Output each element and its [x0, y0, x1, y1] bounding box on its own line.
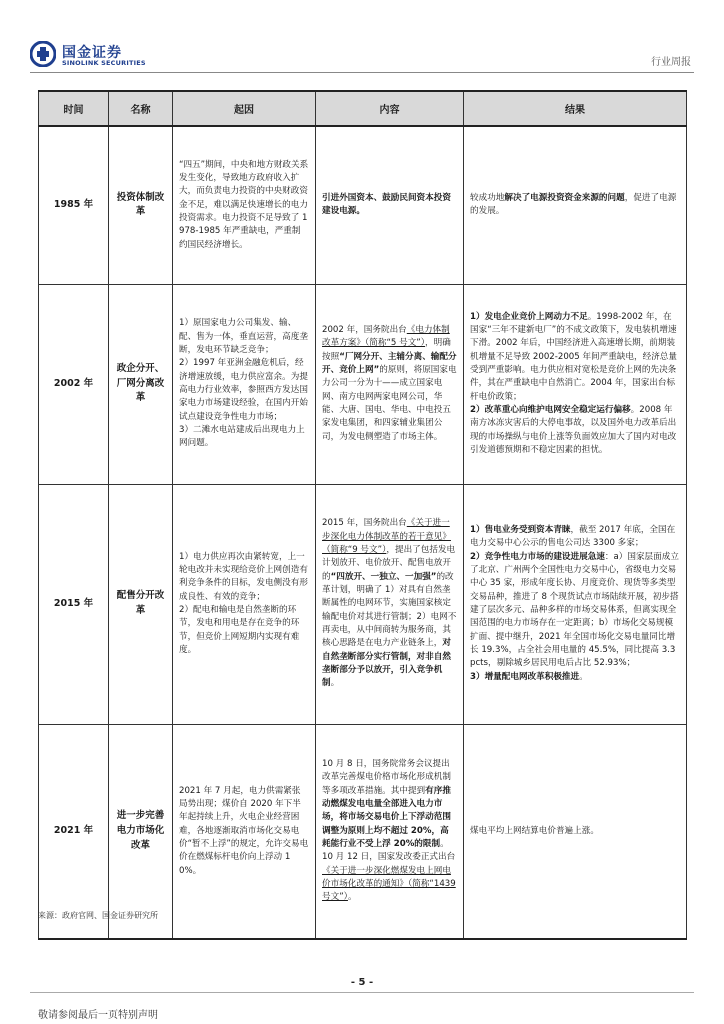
header-divider [30, 72, 694, 73]
result-bold: 3）增量配电网改革积极推进 [470, 671, 580, 682]
logo-english-name: SINOLINK SECURITIES [62, 59, 146, 67]
cell-content [316, 484, 464, 724]
result-text: ，促进了电源的发展。 [470, 192, 677, 217]
column-header-cause: 起因 [173, 91, 316, 126]
result-bold: 1）发电企业竞价上网动力不足 [470, 311, 588, 322]
cell-cause: “四五”期间，中央和地方财政关系发生变化，导致地方政府收入扩大，而负责电力投资的中央财政资金不足，难以满足快速增长的电力投资需求。电力投资不足导致了 1978-1985 年严重缺电，严重制约国民经济增长。 [173, 126, 316, 284]
column-header-time: 时间 [39, 91, 109, 126]
result-item [470, 671, 680, 684]
result-text: 。 [579, 671, 588, 682]
policy-doc-link: 《关于进一步深化电力体制改革的若干意见》（简称“9 号文”） [322, 518, 451, 556]
content-paragraph [322, 758, 457, 851]
result-bold: 2）改革重心向维护电网安全稳定运行偏移 [470, 404, 631, 415]
cell-name: 政企分开、厂网分离改革 [109, 284, 173, 484]
reform-history-table [38, 90, 687, 940]
document-type: 行业周报 [651, 57, 691, 68]
result-bold: 1）售电业务受到资本青睐 [470, 525, 571, 536]
result-item [470, 551, 680, 671]
result-text: 。2008 年南方冰冻灾害后的大停电事故，以及国外电力改革后出现的市场操纵与电价上涨等负面效应加大了国内对电改引发道德预期和不稳定因素的担忧。 [470, 404, 677, 455]
column-header-content: 内容 [316, 91, 464, 126]
result-item [470, 404, 680, 457]
content-paragraph [322, 851, 457, 904]
cell-time: 1985 年 [39, 126, 109, 284]
content-bold: 有序推动燃煤发电电量全部进入电力市场，将市场交易电价上下浮动范围调整为原则上均不超过 20%，高耗能行业不受上浮 20%的限制 [322, 785, 451, 849]
content-text: 2015 年，国务院出台 [322, 518, 407, 529]
column-header-result: 结果 [464, 91, 687, 126]
cell-content [316, 126, 464, 284]
cell-result: 煤电平均上网结算电价普遍上涨。 [464, 724, 687, 939]
cell-name: 配售分开改革 [109, 484, 173, 724]
content-text: 2002 年，国务院出台 [322, 325, 407, 336]
content-bold: 引进外国资本、鼓励民间资本投资建设电源。 [322, 192, 451, 217]
cell-result [464, 126, 687, 284]
content-text: 的原则，将原国家电力公司一分为十——成立国家电网、南方电网两家电网公司，华能、大唐、国电、华电、中电投五家发电集团，和四家辅业集团公司，为发电侧塑造了市场主体。 [322, 365, 457, 442]
cell-content [316, 724, 464, 939]
cell-cause: 2021 年 7 月起，电力供需紧张局势出现；煤价自 2020 年下半年起持续上升，火电企业经营困难，各地逐渐取消市场化交易电价“暂不上浮”的规定，允许交易电价在燃煤标杆电价向上浮动 10%。 [173, 724, 316, 939]
table-row [39, 484, 687, 724]
table-header-row [39, 91, 687, 126]
result-text: ：a）国家层面成立了北京、广州两个全国性电力交易中心，省级电力交易中心 35 家，形成年度长协、月度竞价、现货等多类型交易品种，推进了 8 个现货试点市场陆续开展，初步搭建了层次多元、品种多样的市场交易体系，但离实现全国范围的电力市场存在一定距离；b）市场化交易规模扩面、提中继升，2021 年全国市场化交易电量同比增长 19.3%，占全社会用电量的 45.5%，同比提高 3.3pcts，剔除城乡居民用电后占比 52.93%； [470, 551, 679, 669]
cell-name: 进一步完善电力市场化改革 [109, 724, 173, 939]
content-text: ，提出了包括发电计划放开、电价放开、配售电放开的 [322, 545, 456, 582]
table-row [39, 724, 687, 939]
company-logo [30, 38, 146, 72]
logo-chinese-name: 国金证券 [62, 45, 122, 61]
content-text: 。 [440, 838, 449, 849]
content-bold: “四放开、一独立、一加强” [330, 571, 437, 582]
cell-time: 2002 年 [39, 284, 109, 484]
cell-name: 投资体制改革 [109, 126, 173, 284]
content-text: 10 月 12 日，国家发改委正式出台 [322, 852, 456, 863]
column-header-name: 名称 [109, 91, 173, 126]
cell-content [316, 284, 464, 484]
result-text: 。1998-2002 年，在国家“三年不建新电厂”的不成文政策下，发电装机增速下滑。2002 年后，中国经济进入高速增长期，前期装机增量不足导致 2002-2005 年间严重缺电，经济总量受到严重影响。电力供应相对宽松是竞价上网的先决条件，其在严重缺电中自然消亡。2004 年，国家出台标杆电价政策； [470, 311, 677, 402]
result-bold: 2）竞争性电力市场的建设进展急速 [470, 551, 605, 562]
table-row [39, 126, 687, 284]
footer-divider [30, 992, 694, 993]
cell-cause [173, 484, 316, 724]
policy-doc-link: 《电力体制改革方案》（简称“5 号文”） [322, 325, 450, 349]
content-bold: 对自然垄断部分实行管制，对非自然垄断部分予以放开，引入竞争机制 [322, 638, 451, 689]
cell-result [464, 284, 687, 484]
cause-text: 1）原国家电力公司集发、输、配、售为一体，垂直运营，高度垄断，发电环节缺乏竞争； 2）1997 年亚洲金融危机后，经济增速放缓，电力供应富余。为提高电力行业效率，参照西方发达国家电力市场建设经验，在国内开始试点建设竞争性电力市场； 3）二滩水电站建成后出现电力上网问题。 [179, 318, 308, 449]
result-bold: 解决了电源投资资金来源的问题 [504, 192, 625, 203]
content-text: 。 [330, 678, 340, 689]
content-text: 的改革计划，明确了 1）对具有自然垄断属性的电网环节，实施国家核定输配电价对其进行管制；2）电网不再卖电，从中间商转为服务商，其核心思路是在电力产业链条上， [322, 571, 457, 649]
page-number: - 5 - [350, 977, 374, 988]
sinolink-logo-icon [30, 41, 56, 67]
cause-text: 1）电力供应再次由紧转宽，上一轮电改并未实现给竞价上网创造有利竞争条件的目标，发电侧没有形成良性、有效的竞争； 2）配电和输电是自然垄断的环节，发电和用电是存在竞争的环节，但竞价上网短期内实现有难度。 [179, 551, 308, 655]
result-text: 较成功地 [470, 192, 505, 203]
cell-cause [173, 284, 316, 484]
cell-time: 2021 年 [39, 724, 109, 939]
cell-result [464, 484, 687, 724]
source-note: 来源：政府官网、国金证券研究所 [38, 911, 158, 920]
result-item [470, 311, 680, 404]
table-row [39, 284, 687, 484]
result-text: ，截至 2017 年底，全国在电力交易中心公示的售电公司达 3300 多家； [470, 525, 676, 549]
content-bold: “厂网分开、主辅分离、输配分开、竞价上网” [322, 351, 457, 376]
disclaimer-note: 敬请参阅最后一页特别声明 [38, 1010, 158, 1021]
content-text: 10 月 8 日，国务院常务会议提出改革完善煤电价格市场化形成机制等多项改革措施。其中提到 [322, 759, 451, 796]
policy-doc-link: 《关于进一步深化燃煤发电上网电价市场化改革的通知》（简称“1439 号文”） [322, 865, 456, 903]
content-text: ，明确按照 [322, 338, 451, 362]
result-item [470, 524, 680, 551]
cell-time: 2015 年 [39, 484, 109, 724]
content-text: 。 [347, 892, 357, 903]
